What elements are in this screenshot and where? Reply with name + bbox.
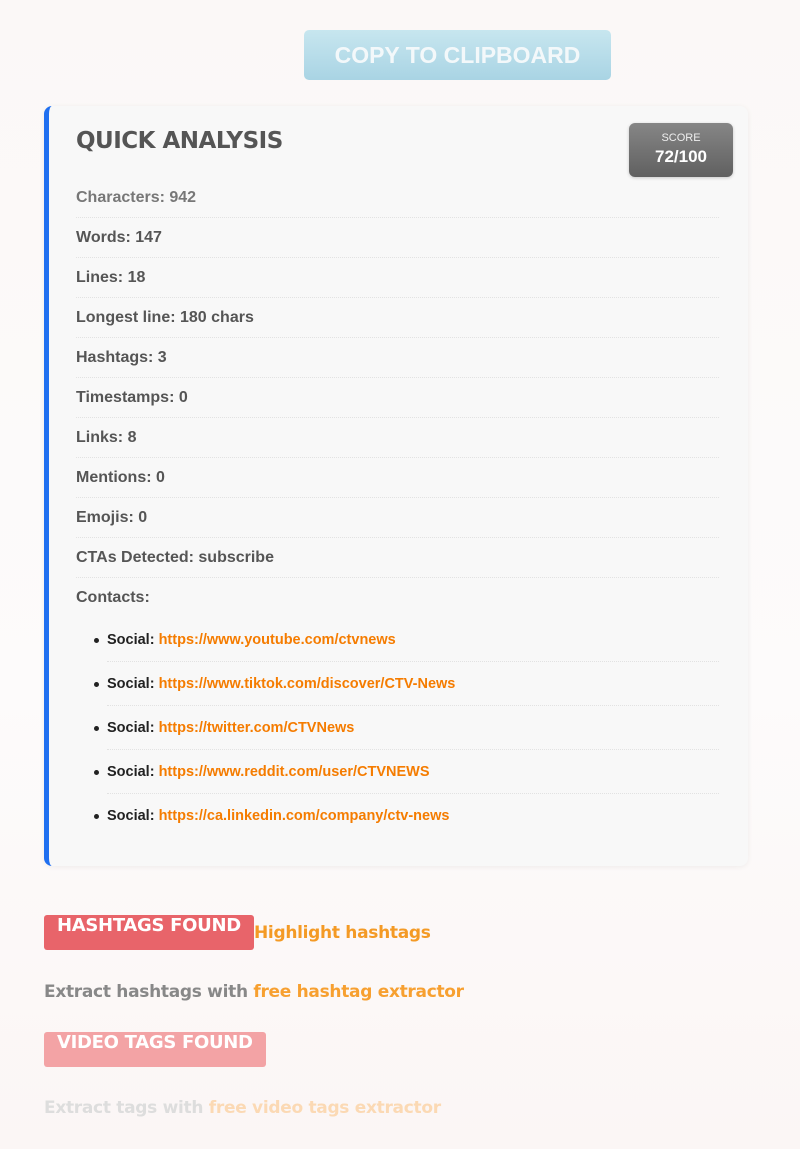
- contact-item: [107, 750, 719, 794]
- hashtag-extractor-link[interactable]: free hashtag extractor: [253, 982, 464, 1002]
- video-tags-extractor-link[interactable]: free video tags extractor: [208, 1098, 441, 1118]
- stat-timestamps: Timestamps: 0: [76, 378, 719, 418]
- contact-link[interactable]: https://ca.linkedin.com/company/ctv-news: [158, 808, 450, 824]
- stats-list: [76, 178, 719, 618]
- contacts-list: [107, 618, 719, 838]
- extract-hashtags-text: Extract hashtags with: [44, 982, 248, 1002]
- stat-characters: Characters: 942: [76, 178, 719, 218]
- quick-analysis-card: [44, 106, 748, 866]
- analysis-title: QUICK ANALYSIS: [76, 128, 283, 154]
- contact-item: [107, 662, 719, 706]
- stat-contacts: Contacts:: [76, 589, 150, 606]
- video-tags-found-badge: VIDEO TAGS FOUND: [44, 1032, 266, 1067]
- contact-link[interactable]: https://www.reddit.com/user/CTVNEWS: [158, 764, 430, 780]
- extract-tags-text: Extract tags with: [44, 1098, 204, 1118]
- stat-links: Links: 8: [76, 418, 719, 458]
- contact-label: Social:: [107, 720, 155, 736]
- score-badge: [629, 123, 733, 177]
- contact-label: Social:: [107, 632, 155, 648]
- contact-item: [107, 794, 719, 838]
- stat-longest-line: Longest line: 180 chars: [76, 298, 719, 338]
- score-label: SCORE: [661, 132, 701, 144]
- score-value: 72/100: [655, 147, 707, 166]
- contact-label: Social:: [107, 764, 155, 780]
- copy-to-clipboard-button[interactable]: COPY TO CLIPBOARD: [304, 30, 611, 80]
- contact-item: [107, 706, 719, 750]
- contact-link[interactable]: https://www.tiktok.com/discover/CTV-News: [158, 676, 456, 692]
- stat-mentions: Mentions: 0: [76, 458, 719, 498]
- stat-hashtags: Hashtags: 3: [76, 338, 719, 378]
- highlight-hashtags-link[interactable]: Highlight hashtags: [254, 923, 431, 943]
- hashtags-found-badge: HASHTAGS FOUND: [44, 915, 254, 950]
- contact-label: Social:: [107, 808, 155, 824]
- stat-ctas: CTAs Detected: subscribe: [76, 538, 719, 578]
- stat-lines: Lines: 18: [76, 258, 719, 298]
- contact-link[interactable]: https://twitter.com/CTVNews: [158, 720, 355, 736]
- video-tags-extractor-text: [44, 1098, 441, 1118]
- contact-label: Social:: [107, 676, 155, 692]
- contact-item: [107, 618, 719, 662]
- hashtag-extractor-text: [44, 982, 464, 1002]
- stat-words: Words: 147: [76, 218, 719, 258]
- stat-emojis: Emojis: 0: [76, 498, 719, 538]
- contact-link[interactable]: https://www.youtube.com/ctvnews: [158, 632, 396, 648]
